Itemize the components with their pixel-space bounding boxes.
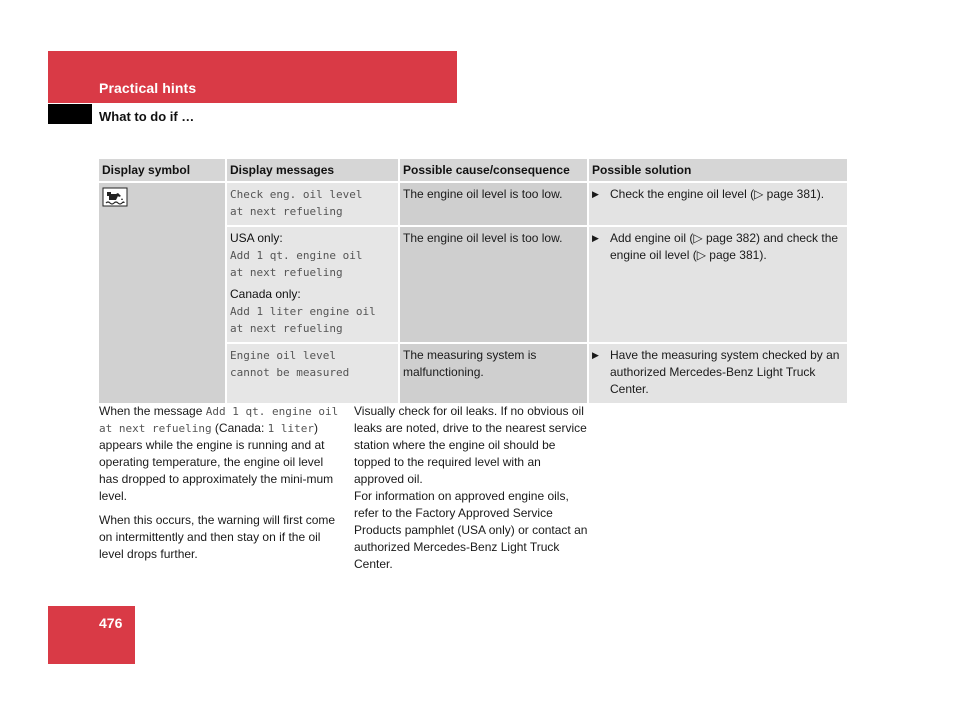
column-header-symbol: Display symbol [99,159,226,182]
solution-text: Add engine oil (▷ page 382) and check the engine oil level (▷ page 381). [610,231,839,262]
solution-cell [588,182,847,226]
table-header-row [99,159,847,182]
note-paragraph [99,403,339,505]
note-display-message: 1 liter [267,422,314,435]
header-marker [48,104,92,124]
cause-cell: The engine oil level is too low. [399,182,588,226]
cause-cell: The measuring system is malfunctioning. [399,343,588,404]
table-row [99,182,847,226]
solution-cell [588,343,847,404]
usa-message-text: Add 1 qt. engine oil at next refueling [230,249,363,279]
column-header-solution: Possible solution [588,159,847,182]
display-message-cell [226,182,399,226]
solution-text: Check the engine oil level (▷ page 381). [610,187,825,201]
canada-message-text: Add 1 liter engine oil at next refueling [230,305,376,335]
canada-label: Canada only: [230,287,301,301]
page-number: 476 [99,615,123,631]
display-message-text: Check eng. oil level at next refueling [230,188,363,218]
display-symbol-cell [99,182,226,404]
note-text: (Canada: [211,421,268,435]
column-header-cause: Possible cause/consequence [399,159,588,182]
cause-cell: The engine oil level is too low. [399,226,588,343]
bullet-arrow-icon: ▶ [592,350,599,360]
bullet-arrow-icon: ▶ [592,189,599,199]
note-paragraph: Visually check for oil leaks. If no obvious oil leaks are noted, drive to the nearest service station where the engine oil should be topped to the required level with an approved oil. [354,404,587,486]
display-message-cell [226,343,399,404]
display-message-text: Engine oil level cannot be measured [230,349,350,379]
note-display-message: Add 1 qt. engine oil at next refueling [99,405,339,435]
solution-text: Have the measuring system checked by an authorized Mercedes-Benz Light Truck Center. [610,348,840,396]
note-paragraph: For information on approved engine oils, refer to the Factory Approved Service Products pamphlet (USA only) or contact an authorized Mercedes-Benz Light Truck Center. [354,489,588,571]
section-title: Practical hints [99,80,197,96]
bullet-arrow-icon: ▶ [592,233,599,243]
notes-column-left [99,403,339,563]
usa-label: USA only: [230,231,283,245]
note-text: When the message [99,404,206,418]
column-header-messages: Display messages [226,159,399,182]
page-subtitle: What to do if … [99,109,195,124]
note-paragraph: When this occurs, the warning will first come on intermittently and then stay on if the oil level drops further. [99,513,336,561]
engine-oil-can-icon [102,187,128,212]
solution-cell [588,226,847,343]
notes-column-right [354,403,594,573]
note-text: ) appears while the engine is running and at operating temperature, the engine oil level has dropped to approximately the mini-mum level. [99,421,334,503]
display-message-cell [226,226,399,343]
display-messages-table [99,159,847,405]
